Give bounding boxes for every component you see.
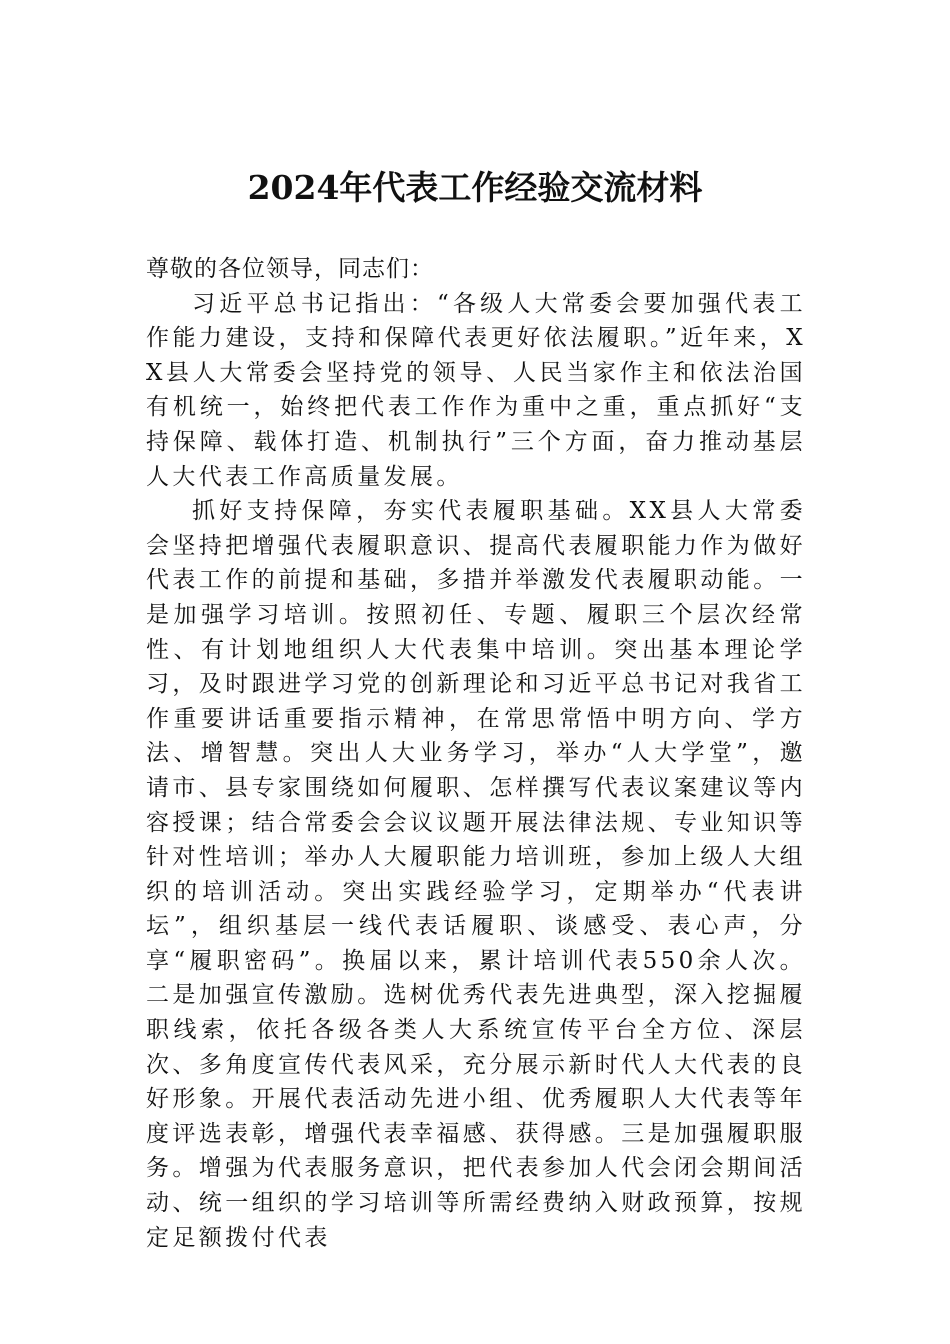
paragraph-support: 抓好支持保障，夯实代表履职基础。XX县人大常委会坚持把增强代表履职意识、提高代表履职能力作为做好代表工作的前提和基础，多措并举激发代表履职动能。一是加强学习培训。按照初任、专题、履职三个层次经常性、有计划地组织人大代表集中培训。突出基本理论学习，及时跟进学习党的创新理论和习近平总书记对我省工作重要讲话重要指示精神，在常思常悟中明方向、学方法、增智慧。突出人大业务学习，举办“人大学堂”，邀请市、县专家围绕如何履职、怎样撰写代表议案建议等内容授课；结合常委会会议议题开展法律法规、专业知识等针对性培训；举办人大履职能力培训班，参加上级人大组织的培训活动。突出实践经验学习，定期举办“代表讲坛”，组织基层一线代表话履职、谈感受、表心声，分享“履职密码”。换届以来，累计培训代表550余人次。二是加强宣传激励。选树优秀代表先进典型，深入挖掘履职线索，依托各级各类人大系统宣传平台全方位、深层次、多角度宣传代表风采，充分展示新时代人大代表的良好形象。开展代表活动先进小组、优秀履职人大代表等年度评选表彰，增强代表幸福感、获得感。三是加强履职服务。增强为代表服务意识，把代表参加人代会闭会期间活动、统一组织的学习培训等所需经费纳入财政预算，按规定足额拨付代表 xyxy=(146,498,806,1251)
document-body xyxy=(146,252,806,1255)
document-title: 2024年代表工作经验交流材料 xyxy=(247,168,703,207)
paragraph-intro: 习近平总书记指出：“各级人大常委会要加强代表工作能力建设，支持和保障代表更好依法履职。”近年来，XX县人大常委会坚持党的领导、人民当家作主和依法治国有机统一，始终把代表工作作为重中之重，重点抓好“支持保障、载体打造、机制执行”三个方面，奋力推动基层人大代表工作高质量发展。 xyxy=(146,290,806,490)
greeting-line: 尊敬的各位领导，同志们： xyxy=(146,256,434,282)
